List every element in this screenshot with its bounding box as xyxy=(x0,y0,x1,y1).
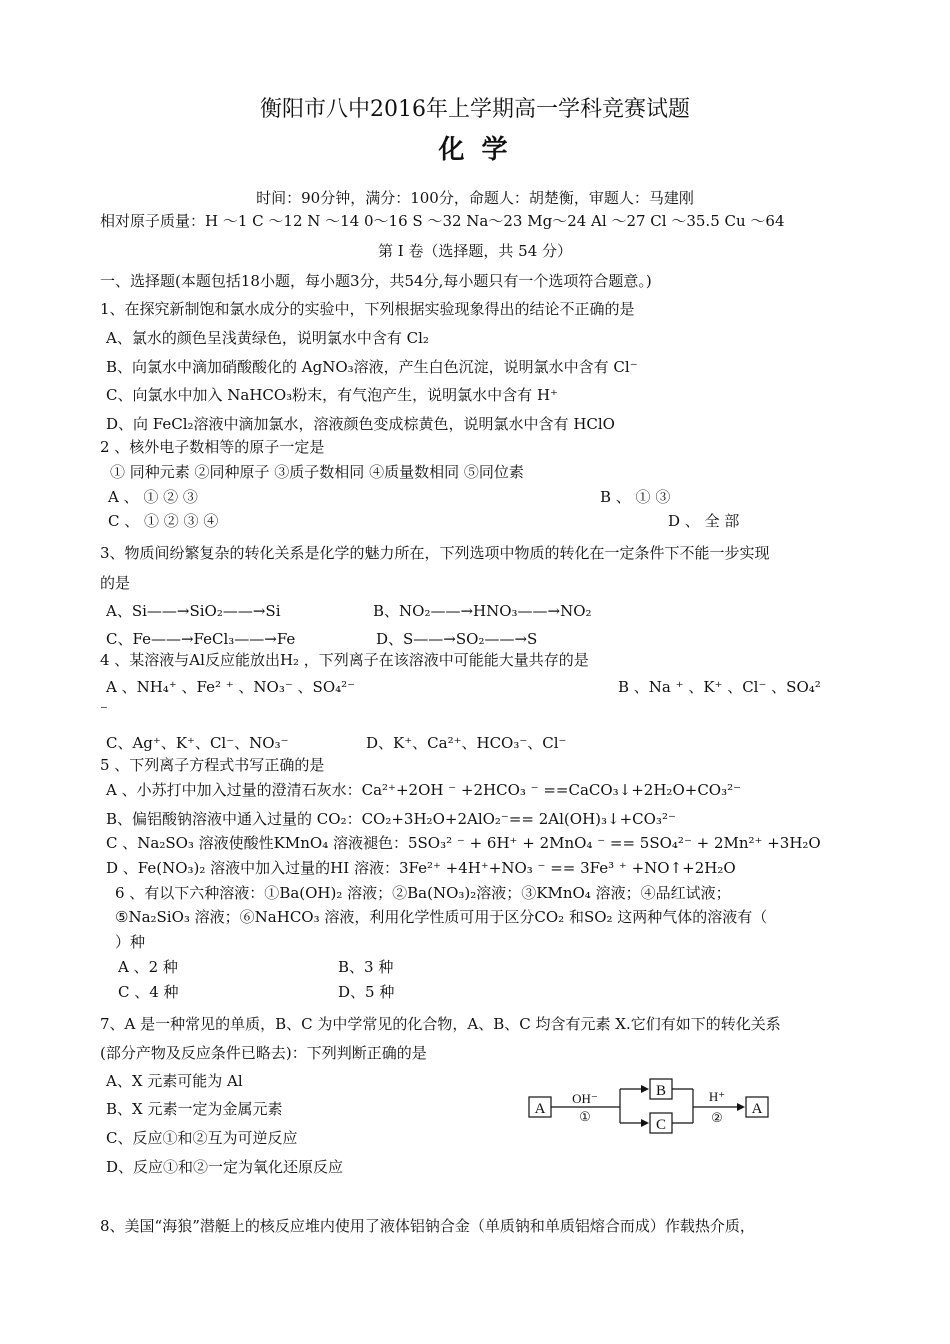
subject-title: 化 学 xyxy=(438,135,512,165)
diagram-reagent-oh: OH⁻ xyxy=(572,1091,598,1106)
q2-stem: 2 、核外电子数相等的原子一定是 xyxy=(100,438,325,456)
q2-items: ① 同种元素 ②同种原子 ③质子数相同 ④质量数相同 ⑤同位素 xyxy=(110,463,524,481)
q6-option-c: C 、4 种 xyxy=(118,983,179,1001)
q1-option-c: C、向氯水中加入 NaHCO₃粉末，有气泡产生，说明氯水中含有 H⁺ xyxy=(106,386,558,404)
diagram-arrowhead-a xyxy=(737,1103,745,1111)
q1-option-a: A、氯水的颜色呈浅黄绿色，说明氯水中含有 Cl₂ xyxy=(106,329,429,347)
q7-transformation-diagram xyxy=(525,1078,775,1140)
q2-option-a: A 、 ① ② ③ xyxy=(108,488,198,506)
diagram-arrowhead-c xyxy=(641,1119,649,1127)
q7-option-c: C、反应①和②互为可逆反应 xyxy=(106,1129,298,1147)
q6-stem-line2: ⑤Na₂SiO₃ 溶液；⑥NaHCO₃ 溶液，利用化学性质可用于区分CO₂ 和SO₂ 这两种气体的溶液有（ xyxy=(115,908,768,926)
q1-option-b: B、向氯水中滴加硝酸酸化的 AgNO₃溶液，产生白色沉淀，说明氯水中含有 Cl⁻ xyxy=(106,358,638,376)
section-heading: 一、选择题(本题包括18小题，每小题3分，共54分,每小题只有一个选项符合题意。) xyxy=(100,272,652,290)
q6-stem-line3: ）种 xyxy=(115,933,146,951)
q4-option-a: A 、NH₄⁺ 、Fe² ⁺ 、NO₃⁻ 、SO₄²⁻ xyxy=(106,678,356,696)
q7-stem-line1: 7、A 是一种常见的单质，B、C 为中学常见的化合物，A、B、C 均含有元素 X.它们有如下的转化关系 xyxy=(100,1015,781,1033)
q7-option-b: B、X 元素一定为金属元素 xyxy=(106,1100,283,1118)
q4-stem: 4 、某溶液与Al反应能放出H₂ ，下列离子在该溶液中可能能大量共存的是 xyxy=(100,651,589,669)
q5-option-a: A 、小苏打中加入过量的澄清石灰水：Ca²⁺+2OH ⁻ +2HCO₃ ⁻ ==CaCO₃↓+2H₂O+CO₃²⁻ xyxy=(106,781,742,799)
q7-option-d: D、反应①和②一定为氧化还原反应 xyxy=(106,1158,344,1176)
volume-heading: 第 I 卷（选择题，共 54 分） xyxy=(377,242,573,260)
diagram-label-a-end: A xyxy=(751,1101,763,1117)
q5-option-d: D 、Fe(NO₃)₂ 溶液中加入过量的HI 溶液：3Fe²⁺ +4H⁺+NO₃ ⁻ == 3Fe³ ⁺ +NO↑+2H₂O xyxy=(106,859,736,877)
q6-option-b: B、3 种 xyxy=(338,958,394,976)
q5-option-b: B、偏铝酸钠溶液中通入过量的 CO₂：CO₂+3H₂O+2AlO₂⁻== 2Al(OH)₃↓+CO₃²⁻ xyxy=(106,810,676,828)
q6-stem-line1: 6 、有以下六种溶液：①Ba(OH)₂ 溶液；②Ba(NO₃)₂溶液；③KMnO₄ 溶液；④品红试液； xyxy=(115,884,731,902)
q3-option-c: C、Fe——→FeCl₃——→Fe xyxy=(106,630,296,648)
q3-option-d: D、S——→SO₂——→S xyxy=(376,630,538,648)
q3-option-b: B、NO₂——→HNO₃——→NO₂ xyxy=(373,602,592,620)
q5-option-c: C 、Na₂SO₃ 溶液使酸性KMnO₄ 溶液褪色：5SO₃² ⁻ + 6H⁺ + 2MnO₄ ⁻ == 5SO₄²⁻ + 2Mn²⁺ +3H₂O xyxy=(106,834,821,852)
q3-stem-line1: 3、物质间纷繁复杂的转化关系是化学的魅力所在，下列选项中物质的转化在一定条件下不能一步实现 xyxy=(100,544,770,562)
diagram-label-b: B xyxy=(655,1083,667,1099)
q1-stem: 1、在探究新制饱和氯水成分的实验中，下列根据实验现象得出的结论不正确的是 xyxy=(100,300,635,318)
q3-option-a: A、Si——→SiO₂——→Si xyxy=(106,602,281,620)
q7-stem-line2: (部分产物及反应条件已略去)：下列判断正确的是 xyxy=(100,1044,427,1062)
diagram-step-2: ② xyxy=(711,1110,723,1125)
q4-option-b-continued: ⁻ xyxy=(100,701,108,719)
q2-option-b: B 、 ① ③ xyxy=(600,488,671,506)
q4-option-d: D、K⁺、Ca²⁺、HCO₃⁻、Cl⁻ xyxy=(366,734,567,752)
q4-option-c: C、Ag⁺、K⁺、Cl⁻、NO₃⁻ xyxy=(106,734,289,752)
diagram-label-c: C xyxy=(655,1117,667,1133)
diagram-arrowhead-b xyxy=(641,1085,649,1093)
diagram-label-a-start: A xyxy=(534,1101,546,1117)
exam-title: 衡阳市八中2016年上学期高一学科竞赛试题 xyxy=(260,97,690,122)
q1-option-d: D、向 FeCl₂溶液中滴加氯水，溶液颜色变成棕黄色，说明氯水中含有 HClO xyxy=(106,415,615,433)
diagram-step-1: ① xyxy=(579,1109,591,1124)
diagram-reagent-h: H⁺ xyxy=(708,1089,726,1104)
q5-stem: 5 、下列离子方程式书写正确的是 xyxy=(100,756,325,774)
q4-option-b: B 、Na ⁺ 、K⁺ 、Cl⁻ 、SO₄² xyxy=(618,678,821,696)
exam-info: 时间：90分钟，满分：100分，命题人：胡楚衡，审题人：马建刚 xyxy=(256,189,694,207)
q2-option-d: D 、 全 部 xyxy=(668,512,740,530)
q6-option-a: A 、2 种 xyxy=(118,958,178,976)
q6-option-d: D、5 种 xyxy=(338,983,395,1001)
q7-option-a: A、X 元素可能为 Al xyxy=(106,1072,243,1090)
q8-stem: 8、美国“海狼”潜艇上的核反应堆内使用了液体铝钠合金（单质钠和单质铝熔合而成）作载热介质， xyxy=(100,1217,755,1235)
q3-stem-line2: 的是 xyxy=(100,574,131,592)
q2-option-c: C 、 ① ② ③ ④ xyxy=(108,512,219,530)
atomic-mass-line: 相对原子质量：H ～1 C ～12 N ～14 0～16 S ～32 Na～23 Mg～24 Al ～27 Cl ～35.5 Cu ～64 xyxy=(100,212,785,230)
